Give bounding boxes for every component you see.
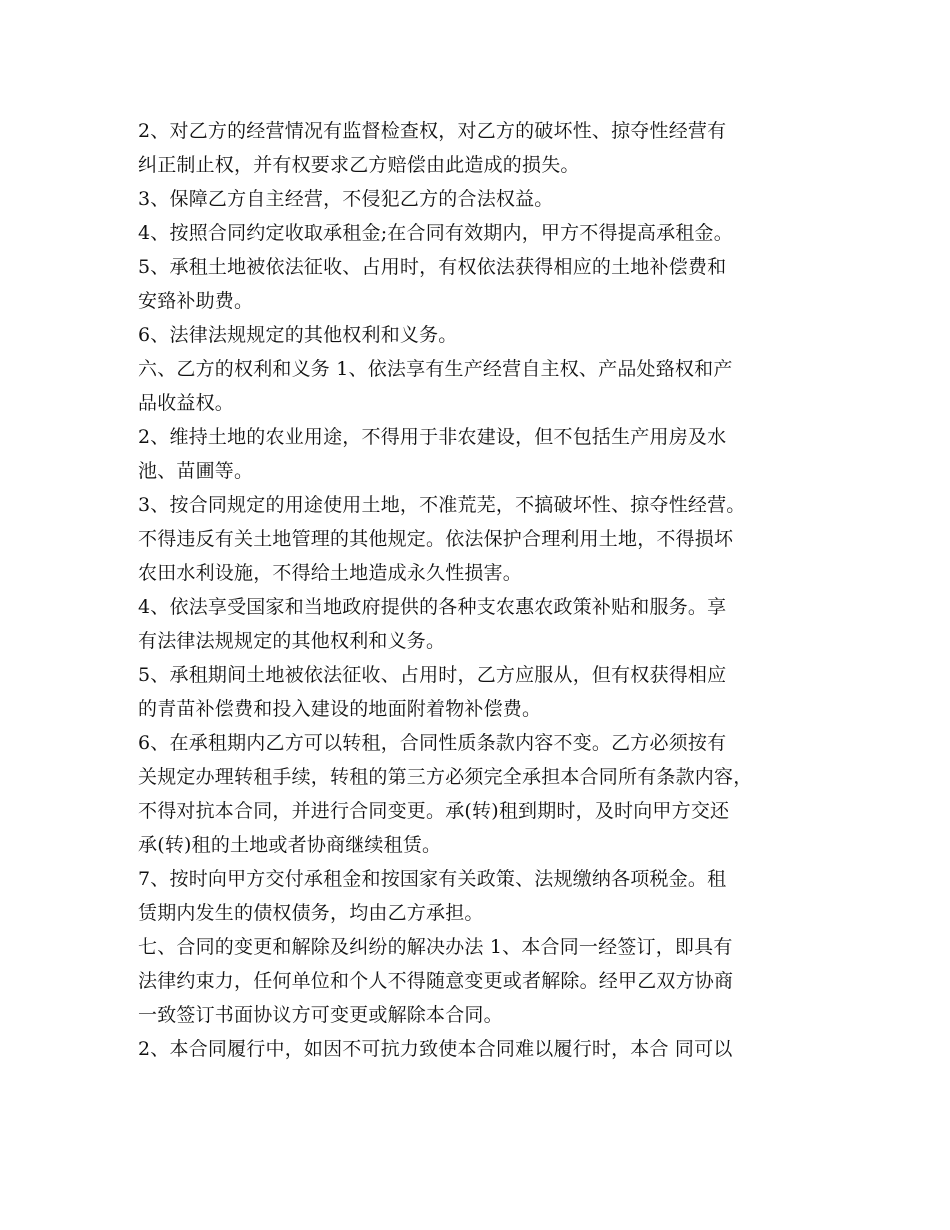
text-line: 2、对乙方的经营情况有监督检查权，对乙方的破坏性、掠夺性经营有 [138, 120, 727, 142]
text-line: 法律约束力，任何单位和个人不得随意变更或者解除。经甲乙双方协商 [138, 970, 734, 992]
text-line: 纠正制止权，并有权要求乙方赔偿由此造成的损失。 [138, 154, 580, 176]
document-body [138, 114, 818, 1066]
section-heading-line: 七、合同的变更和解除及纠纷的解决办法 1、本合同一经签订，即具有 [138, 936, 733, 958]
text-line: 4、按照合同约定收取承租金;在合同有效期内，甲方不得提高承租金。 [138, 222, 733, 244]
text-line: 不得违反有关土地管理的其他规定。依法保护合理利用土地，不得损坏 [138, 528, 734, 550]
text-line: 不得对抗本合同，并进行合同变更。承(转)租到期时，及时向甲方交还 [138, 800, 730, 822]
text-line: 5、承租期间土地被依法征收、占用时，乙方应服从，但有权获得相应 [138, 664, 727, 686]
text-line: 3、按合同规定的用途使用土地，不准荒芜，不搞破坏性、掠夺性经营。 [138, 494, 746, 516]
text-line: 有法律法规规定的其他权利和义务。 [138, 630, 446, 652]
text-line: 5、承租土地被依法征收、占用时，有权依法获得相应的土地补偿费和 [138, 256, 727, 278]
text-line: 6、在承租期内乙方可以转租，合同性质条款内容不变。乙方必须按有 [138, 732, 727, 754]
text-line: 4、依法享受国家和当地政府提供的各种支农惠农政策补贴和服务。享 [138, 596, 727, 618]
text-line: 池、苗圃等。 [138, 460, 254, 482]
section-heading-line: 六、乙方的权利和义务 1、依法享有生产经营自主权、产品处臵权和产 [138, 358, 733, 380]
text-line: 的青苗补偿费和投入建设的地面附着物补偿费。 [138, 698, 542, 720]
text-line: 2、本合同履行中，如因不可抗力致使本合同难以履行时，本合 同可以 [138, 1038, 733, 1060]
text-line: 7、按时向甲方交付承租金和按国家有关政策、法规缴纳各项税金。租 [138, 868, 727, 890]
text-line: 一致签订书面协议方可变更或解除本合同。 [138, 1004, 503, 1026]
text-line: 2、维持土地的农业用途，不得用于非农建设，但不包括生产用房及水 [138, 426, 727, 448]
text-line: 品收益权。 [138, 392, 235, 414]
text-line: 承(转)租的土地或者协商继续租赁。 [138, 834, 442, 856]
text-line: 赁期内发生的债权债务，均由乙方承担。 [138, 902, 484, 924]
text-line: 农田水利设施，不得给土地造成永久性损害。 [138, 562, 523, 584]
text-line: 关规定办理转租手续，转租的第三方必须完全承担本合同所有条款内容， [138, 766, 753, 788]
text-line: 3、保障乙方自主经营，不侵犯乙方的合法权益。 [138, 188, 554, 210]
text-line: 6、法律法规规定的其他权利和义务。 [138, 324, 458, 346]
text-line: 安臵补助费。 [138, 290, 254, 312]
